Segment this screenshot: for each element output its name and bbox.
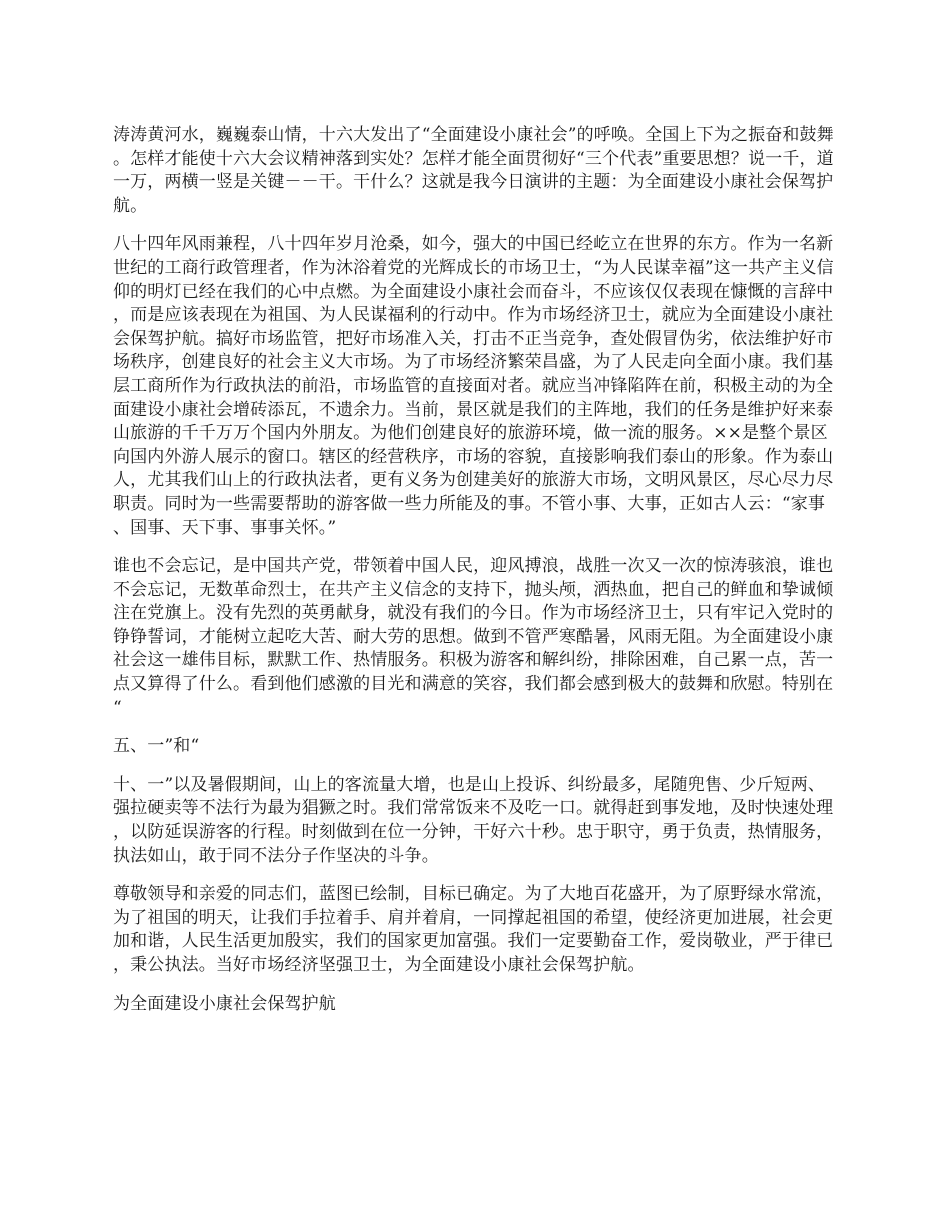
paragraph-may-day: 五、一”和“ [113,736,200,757]
paragraph-national-day: 十、一”以及暑假期间，山上的客流量大增，也是山上投诉、纠纷最多，尾随兜售、少斤短两、强拉硬卖等不法行为最为猖獗之时。我们常常饭来不及吃一口。就得赶到事发地，及时快速处理，以防延误游客的行程。时刻做到在位一分钟，干好六十秒。忠于职守，勇于负责，热情服务，执法如山，敢于同不法分子作坚决的斗争。 [113,774,834,866]
paragraph-party: 谁也不会忘记，是中国共产党，带领着中国人民，迎风搏浪，战胜一次又一次的惊涛骇浪，谁也不会忘记，无数革命烈士，在共产主义信念的支持下，抛头颅，洒热血，把自己的鲜血和挚诚倾注在党旗上。没有先烈的英勇献身，就没有我们的今日。作为市场经济卫士，只有牢记入党时的铮铮誓词，才能树立起吃大苦、耐大劳的思想。做到不管严寒酷暑，风雨无阻。为全面建设小康社会这一雄伟目标，默默工作、热情服务。积极为游客和解纠纷，排除困难，自己累一点，苦一点又算得了什么。看到他们感激的目光和满意的笑容，我们都会感到极大的鼓舞和欣慰。特别在“ [113,556,834,718]
paragraph-intro: 涛涛黄河水，巍巍泰山情，十六大发出了“全面建设小康社会”的呼唤。全国上下为之振奋和鼓舞。怎样才能使十六大会议精神落到实处？怎样才能全面贯彻好“三个代表”重要思想？说一千，道一万，两横一竖是关键－－干。干什么？这就是我今日演讲的主题：为全面建设小康社会保驾护航。 [113,125,834,216]
paragraph-84-years: 八十四年风雨兼程，八十四年岁月沧桑，如今，强大的中国已经屹立在世界的东方。作为一名新世纪的工商行政管理者，作为沐浴着党的光辉成长的市场卫士，“为人民谋幸福”这一共产主义信仰的明灯已经在我们的心中点燃。为全面建设小康社会而奋斗，不应该仅仅表现在慷慨的言辞中，而是应该表现在为祖国、为人民谋福利的行动中。作为市场经济卫士，就应为全面建设小康社会保驾护航。搞好市场监管，把好市场准入关，打击不正当竞争，查处假冒伪劣，依法维护好市场秩序，创建良好的社会主义大市场。为了市场经济繁荣昌盛，为了人民走向全面小康。我们基层工商所作为行政执法的前沿，市场监管的直接面对者。就应当冲锋陷阵在前，积极主动的为全面建设小康社会增砖添瓦，不遗余力。当前，景区就是我们的主阵地，我们的任务是维护好来泰山旅游的千千万万个国内外朋友。为他们创建良好的旅游环境，做一流的服务。××是整个景区向国内外游人展示的窗口。辖区的经营秩序，市场的容貌，直接影响我们泰山的形象。作为泰山人，尤其我们山上的行政执法者，更有义务为创建美好的旅游大市场，文明风景区，尽心尽力尽职责。同时为一些需要帮助的游客做一些力所能及的事。不管小事、大事，正如古人云：“家事、国事、天下事、事事关怀。” [113,234,834,538]
paragraph-closing-appeal: 尊敬领导和亲爱的同志们，蓝图已绘制，目标已确定。为了大地百花盛开，为了原野绿水常流，为了祖国的明天，让我们手拉着手、肩并着肩，一同撑起祖国的希望，使经济更加进展，社会更加和谐，人民生活更加殷实，我们的国家更加富强。我们一定要勤奋工作，爱岗敬业，严于律已，秉公执法。当好市场经济坚强卫士，为全面建设小康社会保驾护航。 [113,884,834,975]
paragraph-title-repeat: 为全面建设小康社会保驾护航 [113,993,336,1014]
document-body [113,124,841,1031]
